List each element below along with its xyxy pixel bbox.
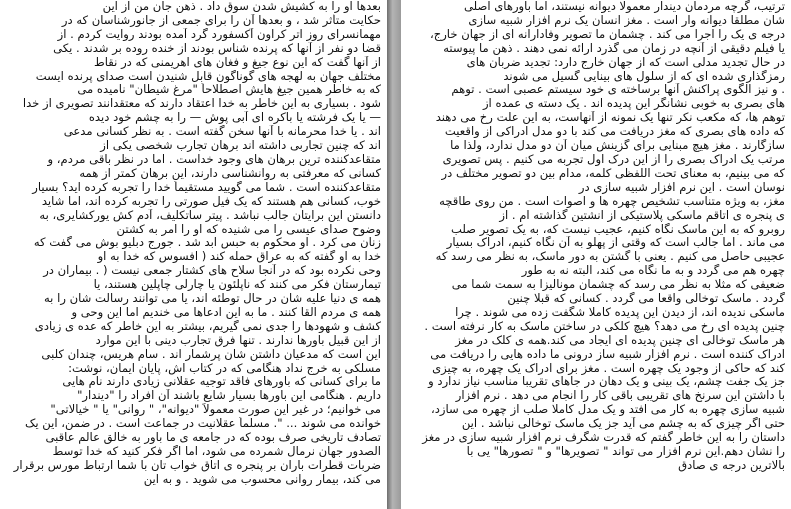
- text-line: از آنها گفت که این نوع جیغ و فغان های اهریمنی که در نقاط: [94, 55, 381, 69]
- text-line: می ماند . اما جالب است که وقتی از پهلو به آن نگاه کنیم، ادراک بسیار: [446, 236, 785, 250]
- text-line: حتی اگر چیزی که به چشم می آید جز یک ماسک توخالی نباشد . این: [461, 417, 785, 431]
- text-line: خدا به او گفته که به عراق حمله کند ( افسوس که خدا به او: [97, 250, 381, 264]
- text-line: الصدور جهان نرمال شمرده می شود، اما اگر فکر کنید که خدا توسط: [52, 445, 381, 458]
- text-line: نوسان است . این نرم افزار شبیه سازی در: [578, 180, 785, 194]
- text-line: کسانی که معرفتی به روانشناسی دارند، این برهان کمتر از همه: [79, 166, 381, 180]
- text-line: این است که مدعیان داشتن شان پرشمار اند . سام هریس، چندان کلبی: [41, 347, 381, 361]
- text-line: های بصری به خوبی نشانگر این پدیده اند . یک دسته ی عمده از: [482, 97, 785, 111]
- page-gutter: [387, 0, 401, 509]
- text-line: مهمانسرای روز اتر کراون آکسفورد گرد آمده بودند روایت کردم . از: [57, 27, 381, 41]
- text-line: وحی نکرده بود که در آنجا سلاح های کشتار جمعی نیست ( . بیماران در: [43, 264, 381, 278]
- text-line: شان مطلقا دیوانه وار است . مغز انسان یک نرم افزار شبیه سازی: [468, 13, 785, 27]
- text-line: ماسکی ندیده اند، از دیدن این پدیده کاملا شگفت زده می شوند . چرا: [455, 305, 785, 319]
- text-line: رمزگذاری شده ای که از سلول های بینایی گسیل می شوند: [503, 69, 785, 83]
- text-line: ادراک کننده است . نرم افزار شبیه ساز درونی ما داده هایی را دریافت می: [430, 347, 785, 361]
- text-line: که به خاطر همین جیغ هایش اصطلاحاً "مرغ شیطان" نامیده می: [77, 83, 381, 97]
- text-line: ما برای کسانی که باورهای فاقد توجیه عقلانی زیادی دارند نام هایی: [62, 375, 381, 389]
- text-line: کشف و شهودها را جدی نمی گیریم، بیشتر به این خاطر که عده ی زیادی: [34, 319, 381, 333]
- text-line: داریم . هنگامی این باورها بسیار شایع باشند آن افراد را "دیندار": [77, 389, 381, 403]
- text-line: بعدها او را به کشیش شدن سوق داد . ذهن جان من از این: [102, 0, 381, 13]
- text-line: روبرو که به این ماسک نگاه کنیم، عجیب نیست که، به یک تصویر صلب: [450, 222, 785, 236]
- text-line: مغز، به ویژه متناسب تشخیص چهره ها و اصوات است . من روی طاقچه: [439, 194, 785, 208]
- text-line: — یا یک فرشته یا باکره ای آبی پوش — را به چشم خود دیده: [88, 111, 381, 125]
- text-line: شود . بسیاری به این خاطر به خدا اعتقاد دارند که معتقدانند تصویری از خدا: [22, 97, 381, 111]
- text-line: متقاعدکننده است . شما می گویید مستقیماً خدا را تجربه کرده اید؟ بسیار: [32, 180, 381, 194]
- page-right-text: [407, 0, 785, 473]
- text-line: کند که حاکی از وجود یک چهره است . مغز برای ادراک یک چهره، به چیزی: [432, 361, 785, 375]
- text-line: مرتب یک ادراک بصری را از این درک اول تجربه می کنیم . پس تصویری: [442, 152, 785, 166]
- text-line: توهم ها، که مکعب نکر تنها یک نمونه از آنهاست، به این علت رخ می دهند: [435, 111, 785, 125]
- text-line: همه ی دنیا علیه شان در حال توطئه اند، یا می توانند رسالت شان را به: [43, 292, 381, 306]
- text-line: متقاعدکننده ترین برهان های وجود خداست . اما در نظر باقی مردم، و: [47, 152, 381, 166]
- text-line: اند که چنین تجاربی داشته اند برهان تجارب شخصی یکی از: [100, 139, 381, 153]
- text-line: مختلف جهان به لهجه های گوناگون قابل شنیدن است صدای پرنده ایست: [35, 69, 381, 83]
- text-line: داستان را به این خاطر گفتم که قدرت شگرف نرم افزار شبیه سازی در مغز: [422, 431, 785, 445]
- text-line: اند . یا خدا محرمانه با آنها سخن گفته است . به نظر کسانی مدعی: [63, 125, 381, 139]
- text-line: چهره هم می گردد و به ما نگاه می کند، البته نه به طور: [521, 264, 785, 278]
- page-right: [401, 0, 791, 509]
- text-line: ضعیفی که مثلا به نظر می رسد که چشمان مونالیزا به سمت شما می: [451, 278, 785, 292]
- text-line: یا فیلم دقیقی از آنچه در زمان می گذرد ارائه نمی دهند . ذهن ما پیوسته: [443, 41, 785, 55]
- text-line: عجیبی حاصل می کنیم . یعنی با گشتن به دور ماسک، به نظر می رسد که: [435, 250, 785, 264]
- page-left: [0, 0, 387, 509]
- text-line: دانستن این برایتان جالب نباشد . پیتر ساتکلیف، آدم کش یورکشایری، به: [39, 208, 381, 222]
- text-line: گردد . ماسک توخالی واقعا می گردد . کسانی که قبلا چنین: [507, 292, 785, 306]
- text-line: تصادف تاریخی صرف بوده که در جامعه ی ما باور به خالق عالم عاقبی: [45, 431, 381, 445]
- text-line: هر ماسک توخالی ای چنین پدیده ای ایجاد می کند.همه ی کلک در مغز: [455, 333, 785, 347]
- text-line: را نشان دهم.این نرم افزار می تواند " تصویرها" و " تصورها" یی با: [466, 445, 785, 458]
- text-line: جز یک جفت چشم، یک بینی و یک دهان در جاهای تقریبا مناسب نیاز ندارد و: [428, 375, 785, 389]
- text-line: از این قبیل باورها ندارند . تنها فرق تجارب دینی با این موارد: [95, 333, 381, 347]
- text-line: درجه ی یک را اجرا می کند . چشمان ما تصویر وفادارانه ای از جهان خارج،: [429, 27, 785, 41]
- text-line: خوانده می شوند ... ". مسلماً عقلانیت در جماعت است . در ضمن، این یک: [25, 417, 381, 431]
- text-line: تیمارستان فکر می کنند که ناپلئون یا چارلی چاپلین هستند، یا: [93, 278, 381, 292]
- text-line: وضوح صدای عیسی را می شنیده که او را امر به کشتن: [116, 222, 381, 236]
- text-line: ترتیب، گرچه مردمان دیندار معمولا دیوانه نیستند، اما باورهای اصلی: [463, 0, 785, 13]
- text-line: شبیه سازی چهره به کار می افتد و یک مدل کاملا صلب از چهره می سازد،: [430, 403, 785, 417]
- text-line: . و نیز الگوی پراکنش آنها برساخته ی خود سیستم عصبی است . توهم: [451, 83, 785, 97]
- text-line: حکایت متأثر شد ، و بعدها آن را برای جمعی از جانورشناسان که در: [61, 13, 381, 27]
- text-line: زنان می کرد . او محکوم به حبس ابد شد . جورج دبلیو بوش می گفت که: [33, 236, 381, 250]
- text-line: بالاترین درجه ی صادق: [678, 458, 785, 472]
- text-line: سازگارند . مغز هیچ مبنایی برای گزینش میان آن دو مدل ندارد، ولذا ما: [450, 139, 785, 153]
- text-line: با داشتن این سرنخ های تقریبی باقی کار را انجام می دهد . نرم افزار: [455, 389, 785, 403]
- text-line: قضا دو نفر از آنها که پرنده شناس بودند از خنده روده بر شدند . یکی: [53, 41, 381, 55]
- text-line: ی پنجره ی اتاقم ماسکی پلاستیکی از انشتین گذاشته ام . از: [499, 208, 785, 222]
- text-line: در حال تجدید مدلی است که از جهان خارج دارد: تجدید ضربان های: [466, 55, 785, 69]
- text-line: همه ی مردم القا کنند . ما به این ادعاها می خندیم اما این وحی و: [71, 305, 381, 319]
- text-line: می کند، بیمار روانی محسوب می شوید . و به این: [143, 472, 381, 486]
- text-line: خوب، کسانی هم هستند که یک فیل صورتی را تجربه کرده اند، اما شاید: [41, 194, 381, 208]
- text-line: مسلکی به خرج نداد هنگامی که در کتاب اش، پایان ایمان، نوشت:: [68, 361, 381, 375]
- text-line: می خوانیم؛ در غیر این صورت معمولاً "دیوانه"، " روانی" یا " خیالاتی": [50, 403, 381, 417]
- text-line: که داده های بصری که مغز دریافت می کند با دو مدل ادراکی از واقعیت: [444, 125, 785, 139]
- page-left-text: [6, 0, 381, 487]
- text-line: که می بینیم، به معنای تحت اللفظی کلمه، مدام بین دو تصویر مختلف در: [441, 166, 785, 180]
- text-line: چنین پدیده ای رخ می دهد؟ هیچ کلکی در ساختن ماسک به کار نرفته است .: [424, 319, 785, 333]
- text-line: ضربات قطرات باران بر پنجره ی اتاق خواب تان با شما ارتباط مورس برقرار: [13, 458, 381, 472]
